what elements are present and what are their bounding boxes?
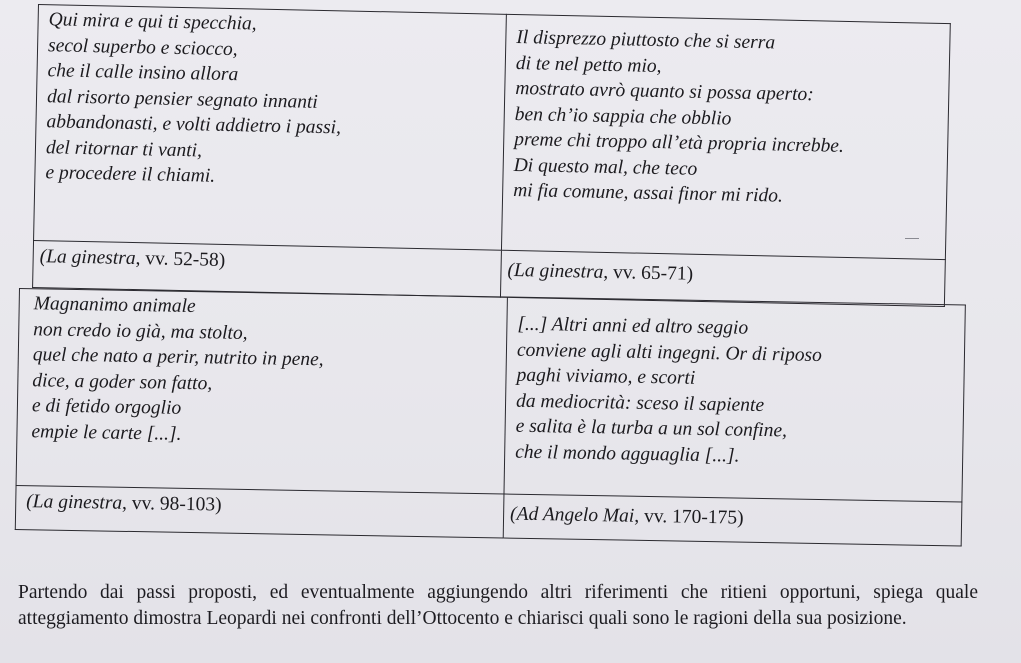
passage-cell bbox=[501, 14, 950, 259]
citation-work-title: Ad Angelo Mai bbox=[516, 503, 635, 527]
citation-verses: , vv. 170-175) bbox=[634, 505, 744, 529]
passage-cell bbox=[34, 5, 507, 251]
poem-excerpt: [...] Altri anni ed altro seggio conviene agli alti ingegni. Or di riposo paghi viviamo, e scorti da mediocrità: sceso il sapiente e salita è la turba a un sol confine, che il mondo agguaglia [...]. bbox=[515, 313, 823, 467]
passage-cell bbox=[16, 289, 507, 494]
poem-excerpt: Il disprezzo piuttosto che si serra di te nel petto mio, mostrato avrò quanto si possa aperto: ben ch’io sappia che obblio preme chi troppo all’età propria increbbe. Di questo mal, che teco mi fia comune, assai finor mi rido. bbox=[512, 27, 845, 207]
citation-cell bbox=[15, 485, 504, 538]
citation-open-paren: ( bbox=[39, 246, 47, 268]
citation-work-title: La ginestra bbox=[513, 260, 604, 283]
passages-table-1 bbox=[32, 4, 951, 307]
pencil-mark bbox=[905, 238, 919, 239]
citation-open-paren: ( bbox=[509, 503, 517, 525]
citation bbox=[504, 495, 961, 535]
passages-table-2 bbox=[15, 288, 966, 546]
citation-work-title: La ginestra bbox=[45, 246, 136, 270]
passage-cell bbox=[504, 297, 965, 502]
exam-question: Partendo dai passi proposti, ed eventualmente aggiungendo altri riferimenti che ritieni opportuni, spiega quale atteggiamento dimostra Leopardi nei confronti dell’Ottocento e chiarisci quali sono le ragioni della sua posizione. bbox=[18, 581, 978, 629]
citation-cell bbox=[503, 494, 962, 546]
poem-excerpt: Magnanimo animale non credo io già, ma stolto, quel che nato a perir, nutrito in pene, dice, a goder son fatto, e di fetido orgoglio empie le carte [...]. bbox=[31, 293, 324, 445]
citation-work-title: La ginestra bbox=[32, 491, 123, 514]
poem-excerpt: Qui mira e qui ti specchia, secol superbo e sciocco, che il calle insino allora dal risorto pensier segnato innanti abbandonasti, e volti addietro i passi, del ritornar ti vanti, e procedere il chiami. bbox=[45, 9, 342, 187]
citation-open-paren: ( bbox=[26, 491, 33, 513]
citation-verses: , vv. 98-103) bbox=[121, 492, 222, 516]
citation-open-paren: ( bbox=[507, 259, 515, 282]
citation-verses: , vv. 52-58) bbox=[135, 248, 226, 271]
citation-verses: , vv. 65-71) bbox=[603, 261, 694, 285]
